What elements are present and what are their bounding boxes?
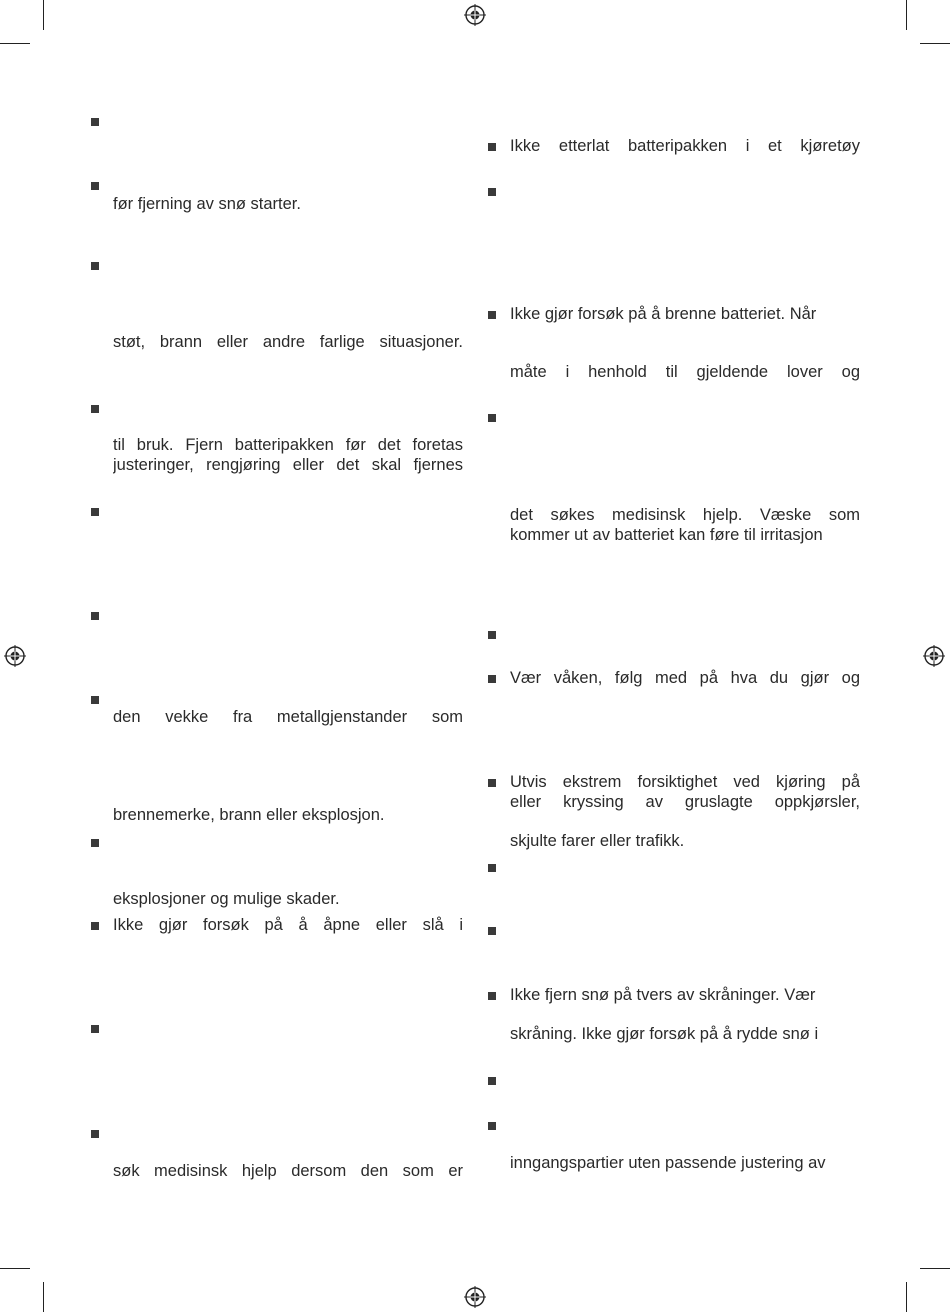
registration-mark-bottom-icon <box>464 1286 486 1308</box>
bullet-icon <box>91 1025 99 1033</box>
text-line: eksplosjoner og mulige skader. <box>113 890 340 908</box>
registration-mark-right-icon <box>923 645 945 667</box>
text-line: kommer ut av batteriet kan føre til irritasjon <box>510 526 823 544</box>
bullet-icon <box>91 612 99 620</box>
bullet-icon <box>91 696 99 704</box>
bullet-icon <box>91 118 99 126</box>
text-line: til bruk. Fjern batteripakken før det foretas <box>113 436 463 454</box>
crop-mark-bottom-left-v <box>43 1282 44 1312</box>
text-line: før fjerning av snø starter. <box>113 195 301 213</box>
text-line: Ikke fjern snø på tvers av skråninger. Vær <box>510 986 816 1004</box>
text-line: søk medisinsk hjelp dersom den som er <box>113 1162 463 1180</box>
bullet-icon <box>488 675 496 683</box>
bullet-icon <box>488 1122 496 1130</box>
bullet-icon <box>91 922 99 930</box>
text-line: Ikke gjør forsøk på å åpne eller slå i <box>113 916 463 934</box>
bullet-icon <box>488 1077 496 1085</box>
bullet-icon <box>91 839 99 847</box>
bullet-icon <box>488 414 496 422</box>
text-line: inngangspartier uten passende justering av <box>510 1154 826 1172</box>
registration-mark-top-icon <box>464 4 486 26</box>
text-line: brennemerke, brann eller eksplosjon. <box>113 806 385 824</box>
text-line: Vær våken, følg med på hva du gjør og <box>510 669 860 687</box>
bullet-icon <box>488 864 496 872</box>
bullet-icon <box>91 262 99 270</box>
text-line: Ikke gjør forsøk på å brenne batteriet. Når <box>510 305 817 323</box>
bullet-icon <box>488 992 496 1000</box>
text-line: justeringer, rengjøring eller det skal fjernes <box>113 456 463 474</box>
text-line: støt, brann eller andre farlige situasjoner. <box>113 333 463 351</box>
crop-mark-top-right-v <box>906 0 907 30</box>
crop-mark-top-right-h <box>920 43 950 44</box>
bullet-icon <box>91 1130 99 1138</box>
crop-mark-top-left-h <box>0 43 30 44</box>
text-line: skråning. Ikke gjør forsøk på å rydde snø i <box>510 1025 819 1043</box>
bullet-icon <box>91 182 99 190</box>
text-line: Ikke etterlat batteripakken i et kjøretøy <box>510 137 860 155</box>
bullet-icon <box>488 927 496 935</box>
text-line: Utvis ekstrem forsiktighet ved kjøring på <box>510 773 860 791</box>
bullet-icon <box>91 405 99 413</box>
crop-mark-bottom-right-h <box>920 1268 950 1269</box>
registration-mark-left-icon <box>4 645 26 667</box>
crop-mark-top-left-v <box>43 0 44 30</box>
bullet-icon <box>488 188 496 196</box>
bullet-icon <box>488 143 496 151</box>
bullet-icon <box>488 631 496 639</box>
bullet-icon <box>488 311 496 319</box>
text-line: måte i henhold til gjeldende lover og <box>510 363 860 381</box>
crop-mark-bottom-left-h <box>0 1268 30 1269</box>
text-line: det søkes medisinsk hjelp. Væske som <box>510 506 860 524</box>
text-line: eller kryssing av gruslagte oppkjørsler, <box>510 793 860 811</box>
text-line: den vekke fra metallgjenstander som <box>113 708 463 726</box>
text-line: skjulte farer eller trafikk. <box>510 832 685 850</box>
bullet-icon <box>91 508 99 516</box>
crop-mark-bottom-right-v <box>906 1282 907 1312</box>
bullet-icon <box>488 779 496 787</box>
